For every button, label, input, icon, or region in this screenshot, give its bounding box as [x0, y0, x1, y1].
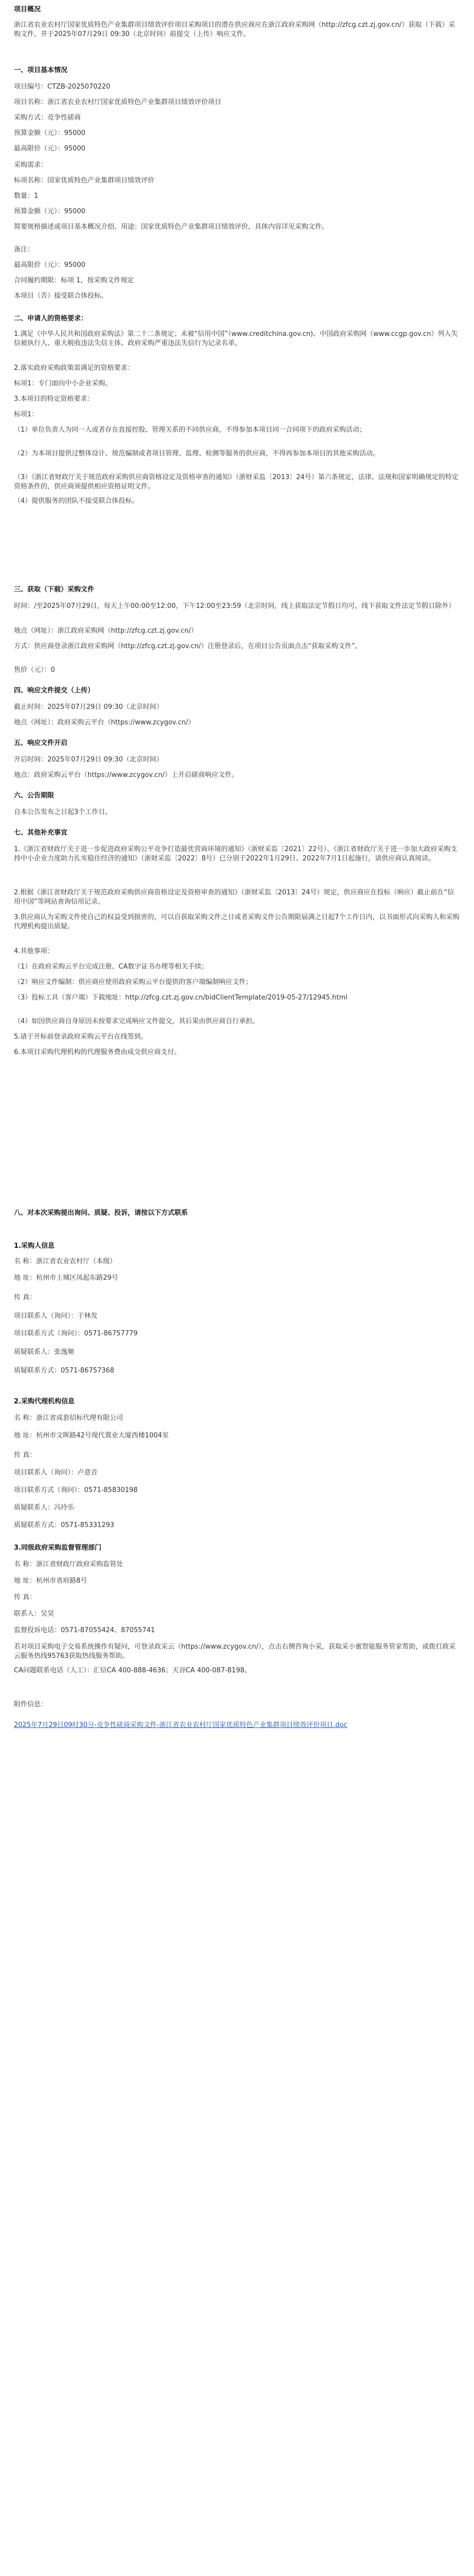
qualification-3: 3.本项目的特定资格要求：: [14, 395, 94, 403]
agency-info-heading: 2.采购代理机构信息: [14, 1398, 75, 1405]
qualification-3-lot: 标项1：: [14, 411, 39, 418]
purchaser-info-heading: 1.采购人信息: [14, 1242, 55, 1250]
supervisor-fax: 传 真：: [14, 1594, 37, 1601]
supplement-4-item-1: （1）在政府采购云平台完成注册、CA数字证书办理等相关手续；: [14, 963, 208, 971]
opening-time: 开启时间：2025年07月29日 09:30（北京时间）: [14, 756, 163, 764]
agency-contact: 项目联系人（询问）：卢意音: [14, 1469, 98, 1477]
supplement-4-item-3: （3）投标工具（客户端）下载地址：http://zfcg.czt.zj.gov.cn/bidClientTemplate/2019-05-27/12945.html: [14, 994, 348, 1002]
qualification-2-lot: 标项1：专门面向中小企业采购。: [14, 380, 112, 387]
agency-phone: 项目联系方式（询问）：0571-85830198: [14, 1486, 138, 1494]
announcement-period: 自本公告发布之日起3个工作日。: [14, 808, 112, 816]
supplement-5: 5.请于开标前登录政府采购云平台在线签到。: [14, 1033, 148, 1041]
supplement-4-item-4: （4）如因供应商自身原因未按要求完成响应文件提交，其后果由供应商自行承担。: [14, 1018, 259, 1025]
supplement-4-item-2: （2）响应文件编制：供应商应使用政府采购云平台提供的客户端编制响应文件；: [14, 978, 253, 986]
agency-complaint-phone: 质疑联系方式：0571-85331293: [14, 1521, 114, 1529]
qualification-3-item-2: （2）为本项目提供过整体设计、规范编制或者项目管理、监理、检测等服务的供应商，不得再参加本项目的其他采购活动。: [14, 450, 380, 457]
purchaser-contact: 项目联系人（询问）：于林发: [14, 1312, 98, 1320]
attachment-link[interactable]: 2025年7月29日09时30分-竞争性磋商采购文件-浙江省农业农村厅国家优质特色产业集群项目绩效评价项目.doc: [14, 1721, 347, 1729]
project-number: 项目编号：CTZB-2025070220: [14, 83, 111, 91]
lot-name: 标项名称：国家优质特色产业集群项目绩效评价: [14, 177, 155, 184]
obtain-time: 时间：/至2025年07月29日，每天上午00:00至12:00，下午12:00至23:59（北京时间，线上获取法定节假日均可，线下获取文件法定节假日除外）: [14, 602, 455, 610]
supplement-1: 1.《浙江省财政厅关于进一步促进政府采购公平竞争打造最优营商环境的通知》（浙财采监〔2021〕22号）、《浙江省财政厅关于进一步加大政府采购支持中小企业力度助力扎实稳住经济的通知》（浙财采监〔2022〕8号）已分别于2022年1月29日、2022年7月1日起施行，请供应商认真阅读。: [14, 845, 458, 862]
contract-period: 合同履约期限：标项 1，按采购文件规定: [14, 277, 134, 284]
qualification-1: 1.满足《中华人民共和国政府采购法》第二十二条规定；未被“信用中国”（www.creditchina.gov.cn)、中国政府采购网（www.ccgp.gov.cn）列入失信被执行人、重大税收违法失信主体、政府采购严重违法失信行为记录名单。: [14, 330, 458, 347]
purchaser-complaint-contact: 质疑联系人：张逸频: [14, 1348, 75, 1356]
purchaser-complaint-phone: 质疑联系方式：0571-86757368: [14, 1367, 114, 1375]
purchaser-address: 地 址：杭州市上城区凤起东路29号: [14, 1274, 118, 1282]
section-7-heading: 七、其他补充事宜: [14, 829, 68, 837]
agency-complaint-contact: 质疑联系人：冯玲乐: [14, 1504, 75, 1512]
submission-deadline: 截止时间：2025年07月29日 09:30（北京时间）: [14, 703, 163, 711]
qualification-2: 2.落实政府采购政策需满足的资格要求：: [14, 364, 134, 372]
budget-amount: 预算金额（元）：95000: [14, 129, 85, 137]
section-2-heading: 二、申请人的资格要求：: [14, 315, 88, 323]
section-project-overview-heading: 项目概况: [14, 6, 41, 13]
lot-max-price: 最高限价（元）：95000: [14, 261, 85, 269]
supervisor-contact: 联系人：吴昊: [14, 1610, 55, 1618]
supplement-3: 3.供应商认为采购文件使自己的权益受到损害的，可以自获取采购文件之日或者采购文件公告期限届满之日起7个工作日内，以书面形式向采购人和采购代理机构提出质疑。: [14, 913, 460, 930]
agency-address: 地 址：杭州市文晖路42号现代置业大厦西楼1004室: [14, 1432, 169, 1439]
section-5-heading: 五、响应文件开启: [14, 739, 68, 747]
purchaser-fax: 传 真：: [14, 1294, 37, 1301]
section-3-heading: 三、获取（下载）采购文件: [14, 586, 95, 594]
section-6-heading: 六、公告期限: [14, 792, 55, 800]
platform-support-note: 若对项目采购电子交易系统操作有疑问，可登录政采云（https://www.zcygov.cn/），点击右侧咨询小采，获取采小蜜智能服务管家帮助，或拨打政采云服务热线95763获取热线服务帮助。: [14, 1643, 456, 1660]
consortium-policy: 本项目（否）接受联合体投标。: [14, 292, 108, 300]
obtain-location: 地点（网址）：浙江政府采购网（http://zfcg.czt.zj.gov.cn/）: [14, 627, 198, 635]
supervisor-address: 地 址：杭州市省府路8号: [14, 1577, 87, 1585]
attachment-label: 附件信息：: [14, 1701, 48, 1708]
lot-quantity: 数量：1: [14, 192, 39, 200]
submission-location: 地点（网址）：政府采购云平台（https://www.zcygov.cn/）: [14, 719, 195, 726]
obtain-method: 方式：供应商登录浙江政府采购网（http://zfcg.czt.zj.gov.cn/）注册登录后，在项目公告页面点击“获取采购文件”。: [14, 642, 362, 650]
section-1-heading: 一、项目基本情况: [14, 66, 68, 74]
max-price: 最高限价（元）：95000: [14, 145, 85, 152]
agency-fax: 传 真：: [14, 1451, 37, 1459]
qualification-3-item-4: （4）提供服务的团队不接受联合体投标。: [14, 497, 139, 505]
supplement-2: 2.根据《浙江省财政厅关于规范政府采购供应商资格设定及资格审查的通知》（浙财采监〔2013〕24号）规定，供应商应在投标（响应）截止前在“信用中国”等网站查询信用记录。: [14, 889, 454, 906]
qualification-3-item-1: （1）单位负责人为同一人或者存在直接控股、管理关系的不同供应商，不得参加本项目同一合同项下的政府采购活动；: [14, 426, 366, 434]
document-price: 售价（元）：0: [14, 666, 55, 674]
supervisor-info-heading: 3.同级政府采购监督管理部门: [14, 1544, 101, 1552]
lot-budget: 预算金额（元）：95000: [14, 208, 85, 215]
purchaser-phone: 项目联系方式（询问）：0571-86757779: [14, 1330, 138, 1337]
purchaser-name: 名 称：浙江省农业农村厅（本级）: [14, 1258, 117, 1265]
opening-location: 地点：政府采购云平台（https://www.zcygov.cn/）上开启磋商响应文件。: [14, 771, 238, 779]
qualification-3-item-3: （3）《浙江省财政厅关于规范政府采购供应商资格设定及资格审查的通知》（浙财采监〔2013〕24号）第六条规定，法律、法规和国家明确规定的特定资格条件的，供应商须提供相应资格证明文件。: [14, 473, 459, 490]
agency-name: 名 称：浙江省成套招标代理有限公司: [14, 1414, 124, 1422]
procurement-requirements-label: 采购需求：: [14, 161, 48, 169]
section-4-heading: 四、响应文件提交（上传）: [14, 687, 95, 694]
ca-support-phone: CA问题联系电话（人工）：汇信CA 400-888-4636；天谷CA 400-087-8198。: [14, 1667, 251, 1674]
overview-text: 浙江省农业农村厅国家优质特色产业集群项目绩效评价项目采购项目的潜在供应商应在浙江政府采购网（http://zfcg.czt.zj.gov.cn/）获取（下载）采购文件，并于2025年07月29日 09:30（北京时间）前提交（上传）响应文件。: [14, 21, 455, 38]
lot-remark: 备注：: [14, 246, 34, 253]
supervisor-name: 名 称：浙江省财政厅政府采购监管处: [14, 1561, 124, 1568]
procurement-method: 采购方式：竞争性磋商: [14, 114, 81, 122]
supplement-6: 6.本项目采购代理机构的代理服务费由成交供应商支付。: [14, 1048, 181, 1056]
lot-description: 简要规格描述或项目基本概况介绍、用途：国家优质特色产业集群项目绩效评价，具体内容详见采购文件。: [14, 223, 329, 231]
section-8-heading: 八、对本次采购提出询问、质疑、投诉，请按以下方式联系: [14, 1209, 188, 1217]
supplement-4: 4.其他事项：: [14, 947, 54, 955]
supervisor-phone: 监督投诉电话：0571-87055424、87055741: [14, 1626, 155, 1634]
project-name: 项目名称：浙江省农业农村厅国家优质特色产业集群项目绩效评价项目: [14, 98, 222, 106]
